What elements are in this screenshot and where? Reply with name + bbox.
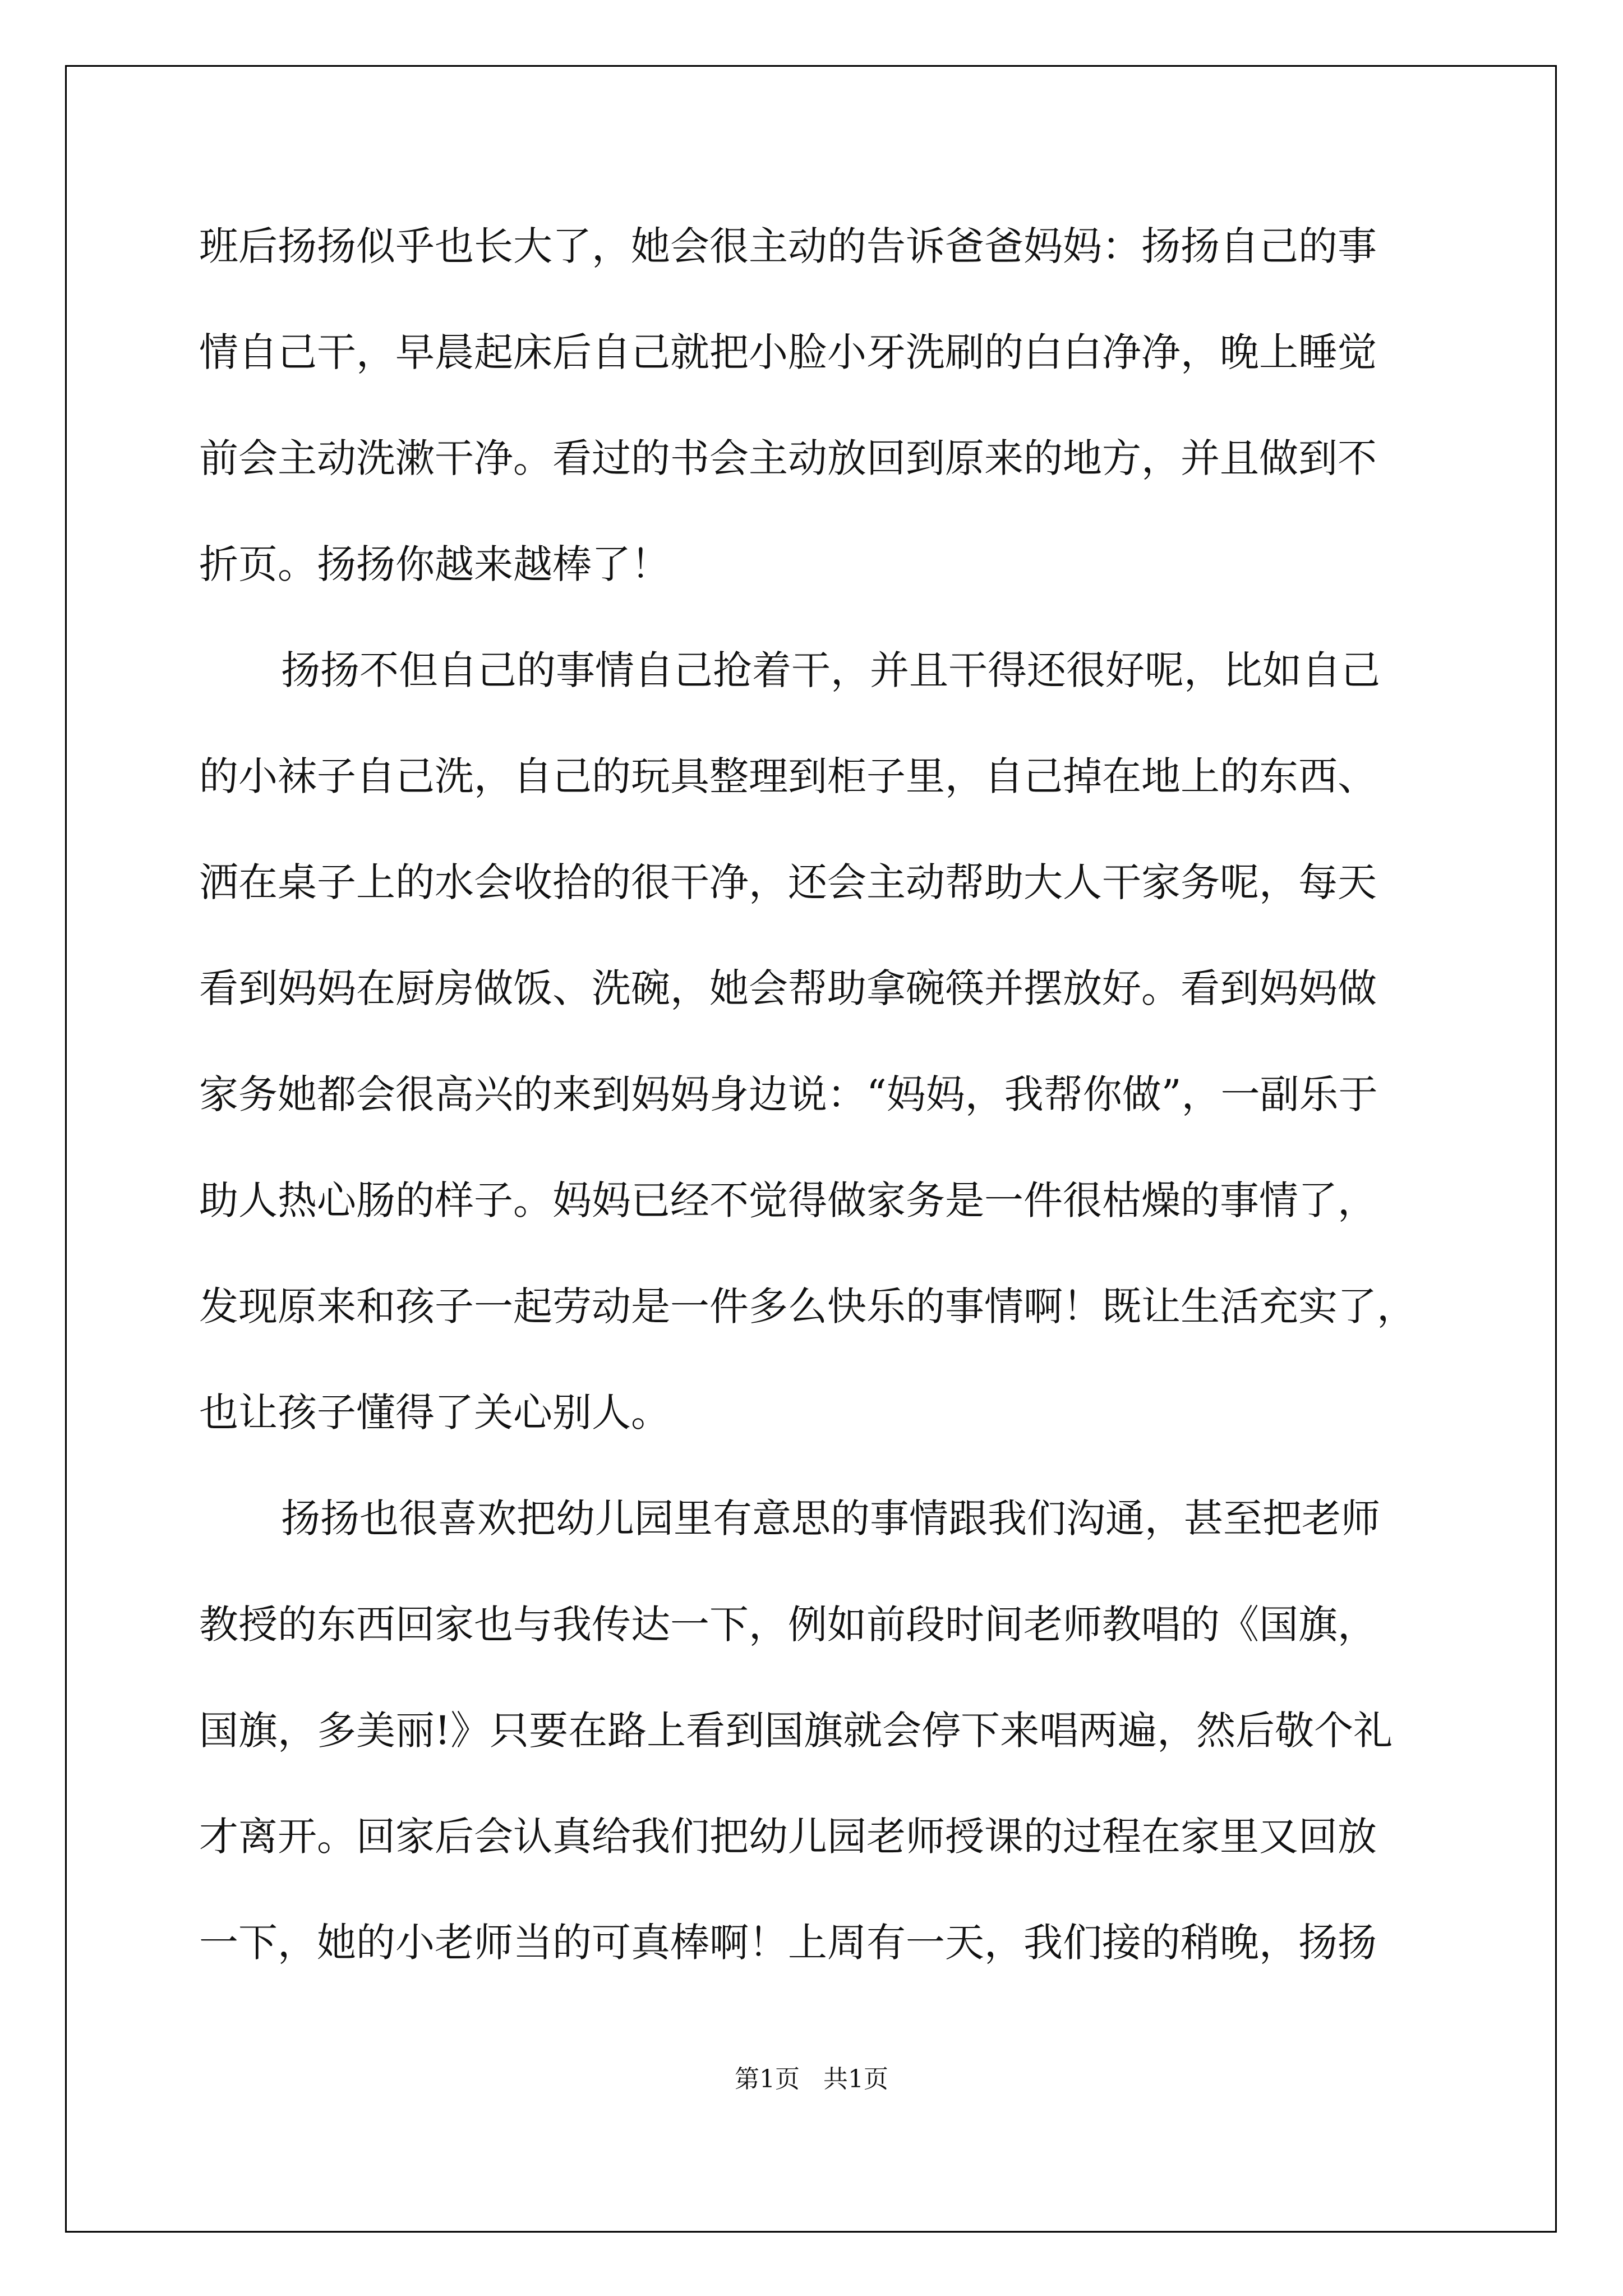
text-line: 洒在桌子上的水会收拾的很干净，还会主动帮助大人干家务呢，每天: [199, 859, 1377, 905]
text-line: 折页。扬扬你越来越棒了！: [199, 541, 670, 587]
text-line: 家务她都会很高兴的来到妈妈身边说：“妈妈，我帮你做”，一副乐于: [199, 1071, 1378, 1117]
text-line: 教授的东西回家也与我传达一下，例如前段时间老师教唱的《国旗，: [199, 1602, 1377, 1648]
page-footer: [0, 2059, 1623, 2095]
text-line: 前会主动洗漱干净。看过的书会主动放回到原来的地方，并且做到不: [199, 435, 1377, 481]
paragraph-start-line: 扬扬不但自己的事情自己抢着干，并且干得还很好呢，比如自己: [281, 647, 1380, 693]
text-line: 看到妈妈在厨房做饭、洗碗，她会帮助拿碗筷并摆放好。看到妈妈做: [199, 965, 1377, 1011]
paragraph-start-line: 扬扬也很喜欢把幼儿园里有意思的事情跟我们沟通，甚至把老师: [281, 1496, 1380, 1542]
text-line: 的小袜子自己洗，自己的玩具整理到柜子里，自己掉在地上的东西、: [199, 753, 1377, 799]
text-line: 情自己干，早晨起床后自己就把小脸小牙洗刷的白白净净，晚上睡觉: [199, 329, 1377, 375]
page-number-total: 共1页: [823, 2065, 888, 2093]
text-line: 发现原来和孩子一起劳动是一件多么快乐的事情啊！既让生活充实了，: [199, 1283, 1416, 1329]
text-line: 助人热心肠的样子。妈妈已经不觉得做家务是一件很枯燥的事情了，: [199, 1177, 1377, 1223]
text-line: 也让孩子懂得了关心别人。: [199, 1389, 670, 1435]
document-body: [199, 194, 1438, 1996]
text-line: 国旗，多美丽!》只要在路上看到国旗就会停下来唱两遍，然后敬个礼: [199, 1708, 1393, 1754]
text-line: 班后扬扬似乎也长大了，她会很主动的告诉爸爸妈妈：扬扬自己的事: [199, 223, 1377, 269]
page-number-current: 第1页: [735, 2065, 800, 2093]
text-line: 一下，她的小老师当的可真棒啊！上周有一天，我们接的稍晚，扬扬: [199, 1920, 1377, 1966]
text-line: 才离开。回家后会认真给我们把幼儿园老师授课的过程在家里又回放: [199, 1814, 1377, 1860]
